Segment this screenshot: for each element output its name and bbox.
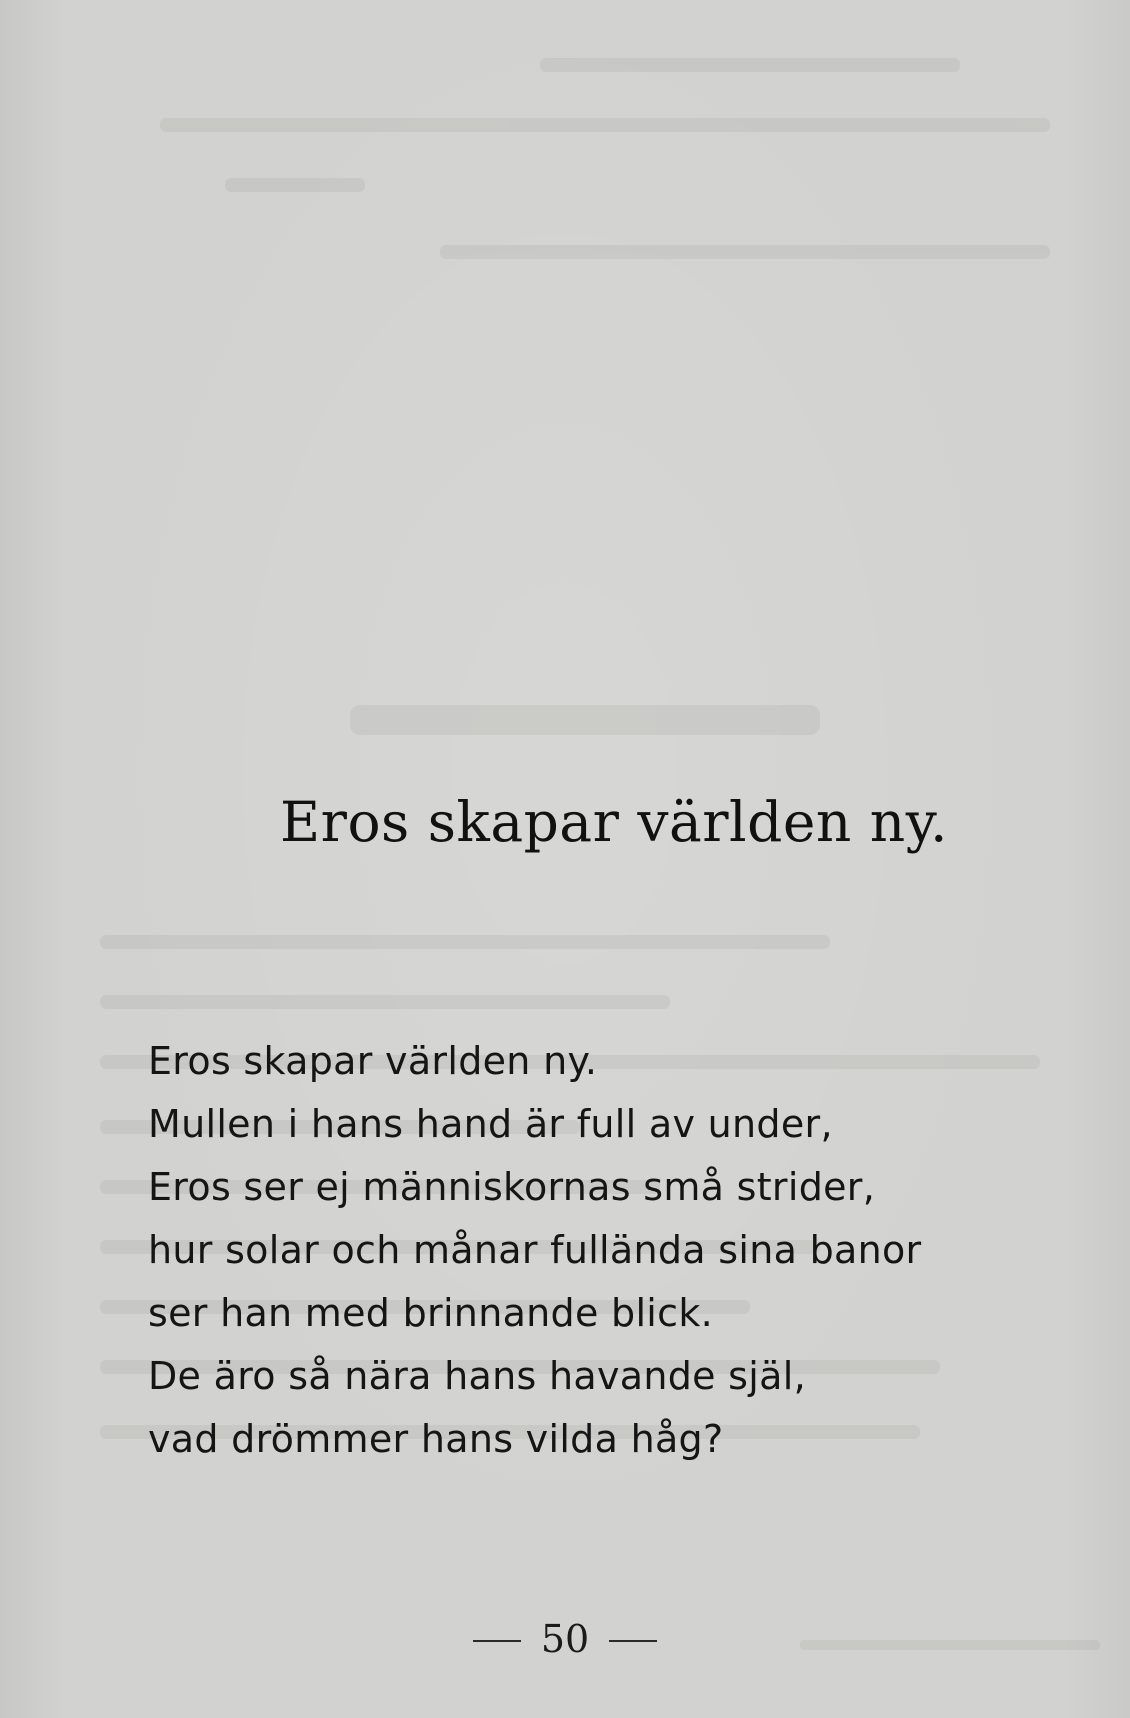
poem-body — [148, 1030, 921, 1471]
poem-line: Mullen i hans hand är full av under, — [148, 1102, 833, 1146]
poem-line: De äro så nära hans havande själ, — [148, 1354, 806, 1398]
poem-line: Eros ser ej människornas små strider, — [148, 1165, 876, 1209]
poem-line: vad drömmer hans vilda håg? — [148, 1417, 724, 1461]
poem-line: hur solar och månar fullända sina banor — [148, 1228, 922, 1272]
page-number: 50 — [540, 1617, 590, 1661]
page-number-left-dash — [473, 1640, 521, 1642]
poem-line: Eros skapar världen ny. — [148, 1039, 598, 1083]
poem-title: Eros skapar världen ny. — [280, 790, 948, 854]
page-number-footer — [0, 1617, 1130, 1661]
page-number-right-dash — [609, 1640, 657, 1642]
poem-line: ser han med brinnande blick. — [148, 1291, 714, 1335]
